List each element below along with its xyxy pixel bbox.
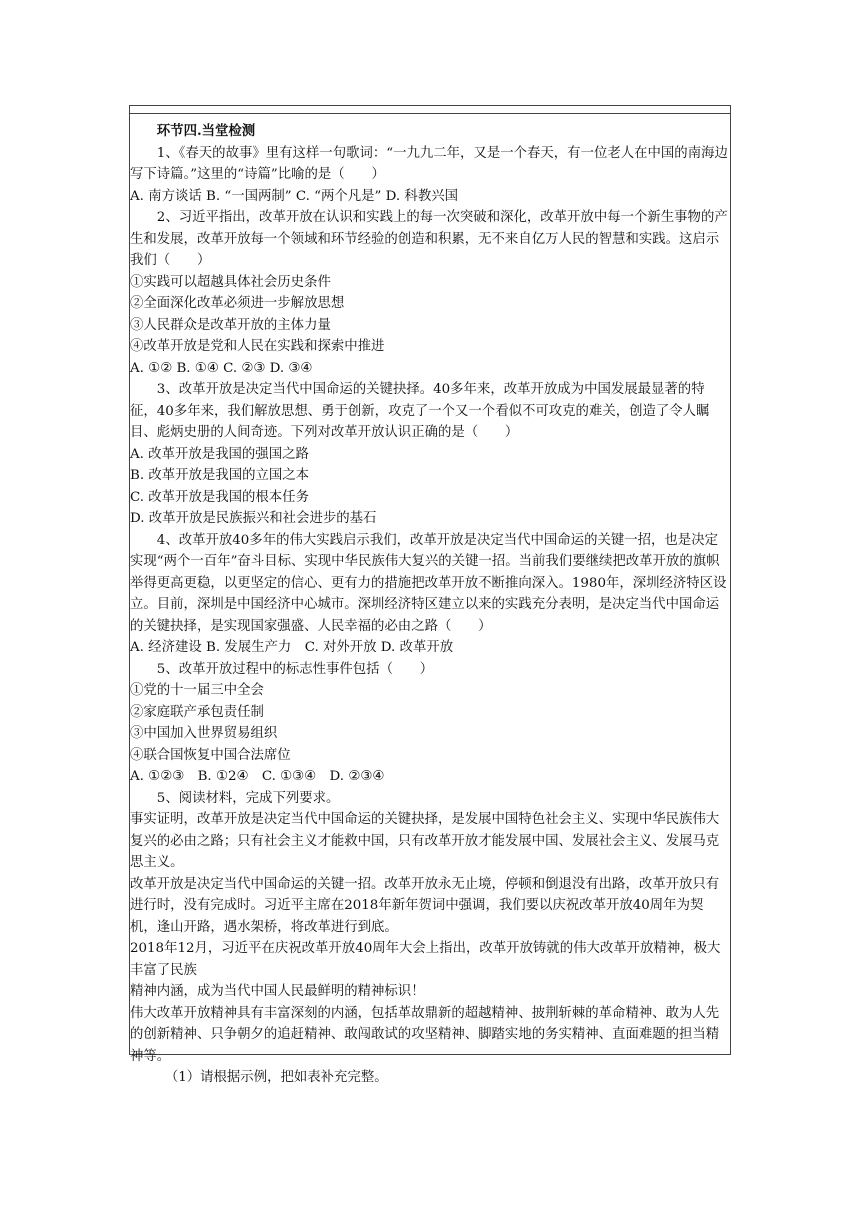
text-line: ④改革开放是党和人民在实践和探索中推进 [130, 339, 385, 354]
text-line: 改革开放是决定当代中国命运的关键一招。改革开放永无止境，停顿和倒退没有出路，改革开放只有进行时，没有完成时。习近平主席在2018年新年贺词中强调，我们要以庆祝改革开放40周年为契机，逢山开路，遇水架桥，将改革进行到底。 [130, 876, 720, 935]
text-line: （1）请根据示例，把如表补充完整。 [164, 1070, 388, 1085]
text-line: 2、习近平指出，改革开放在认识和实践上的每一次突破和深化，改革开放中每一个新生事物的产生和发展，改革开放每一个领域和环节经验的创造和积累，无不来自亿万人民的智慧和实践。这启示我们（ ） [130, 210, 728, 268]
text-line: ②家庭联产承包责任制 [130, 704, 264, 720]
text-line: A. ①② B. ①④ C. ②③ D. ③④ [130, 360, 313, 376]
question-lines [130, 143, 730, 1089]
text-line: ③人民群众是改革开放的主体力量 [130, 317, 331, 333]
text-line: D. 改革开放是民族振兴和社会进步的基石 [130, 511, 377, 526]
text-line: 2018年12月，习近平在庆祝改革开放40周年大会上指出，改革开放铸就的伟大改革开放精神，极大丰富了民族 [130, 941, 721, 978]
text-line: ②全面深化改革必须进一步解放思想 [130, 296, 345, 311]
section-title: 环节四.当堂检测 [156, 123, 256, 139]
text-line: 事实证明，改革开放是决定当代中国命运的关键抉择，是发展中国特色社会主义、实现中华民族伟大复兴的必由之路；只有社会主义才能救中国，只有改革开放才能发展中国、发展社会主义、发展马克思主义。 [130, 812, 720, 870]
text-line: C. 改革开放是我国的根本任务 [130, 489, 309, 505]
text-line: 精神内涵，成为当代中国人民最鲜明的精神标识！ [130, 984, 425, 999]
text-line: A. 改革开放是我国的强国之路 [130, 446, 309, 462]
text-line: B. 改革开放是我国的立国之本 [130, 468, 310, 483]
text-line: A. 经济建设 B. 发展生产力 C. 对外开放 D. 改革开放 [130, 640, 454, 655]
text-line: 3、改革开放是决定当代中国命运的关键抉择。40多年来，改革开放成为中国发展最显著的特征，40多年来，我们解放思想、勇于创新，攻克了一个又一个看似不可攻克的难关，创造了令人瞩目、彪炳史册的人间奇迹。下列对改革开放认识正确的是（ ） [130, 382, 710, 440]
text-line: 伟大改革开放精神具有丰富深刻的内涵，包括革故鼎新的超越精神、披荆斩棘的革命精神、敢为人先的创新精神、只争朝夕的追赶精神、敢闯敢试的攻坚精神、脚踏实地的务实精神、直面难题的担当精神等。 [130, 1005, 720, 1064]
text-line: 1、《春天的故事》里有这样一句歌词：“一九九二年，又是一个春天，有一位老人在中国的南海边写下诗篇。”这里的“诗篇”比喻的是（ ） [130, 145, 728, 182]
text-line: 5、阅读材料，完成下列要求。 [156, 790, 340, 806]
text-line: ④联合国恢复中国合法席位 [130, 747, 291, 763]
text-line: A. ①②③ B. ①2④ C. ①③④ D. ②③④ [130, 769, 385, 784]
text-line: A. 南方谈话 B. “一国两制” C. “两个凡是” D. 科教兴国 [130, 188, 458, 204]
text-line: 4、改革开放40多年的伟大实践启示我们，改革开放是决定当代中国命运的关键一招，也是决定实现“两个一百年”奋斗目标、实现中华民族伟大复兴的关键一招。当前我们要继续把改革开放的旗帜举得更高更稳，以更坚定的信心、更有力的措施把改革开放不断推向深入。1980年，深圳经济特区设立。目前，深圳是中国经济中心城市。深圳经济特区建立以来的实践充分表明，是决定当代中国命运的关键抉择，是实现国家强盛、人民幸福的必由之路（ ） [130, 532, 727, 634]
table-top-row [129, 105, 731, 114]
text-line: ①实践可以超越具体社会历史条件 [130, 274, 331, 290]
worksheet-content [130, 121, 730, 1089]
text-line: ③中国加入世界贸易组织 [130, 726, 278, 741]
text-line: ①党的十一届三中全会 [130, 683, 264, 698]
text-line: 5、改革开放过程中的标志性事件包括（ ） [156, 661, 434, 677]
